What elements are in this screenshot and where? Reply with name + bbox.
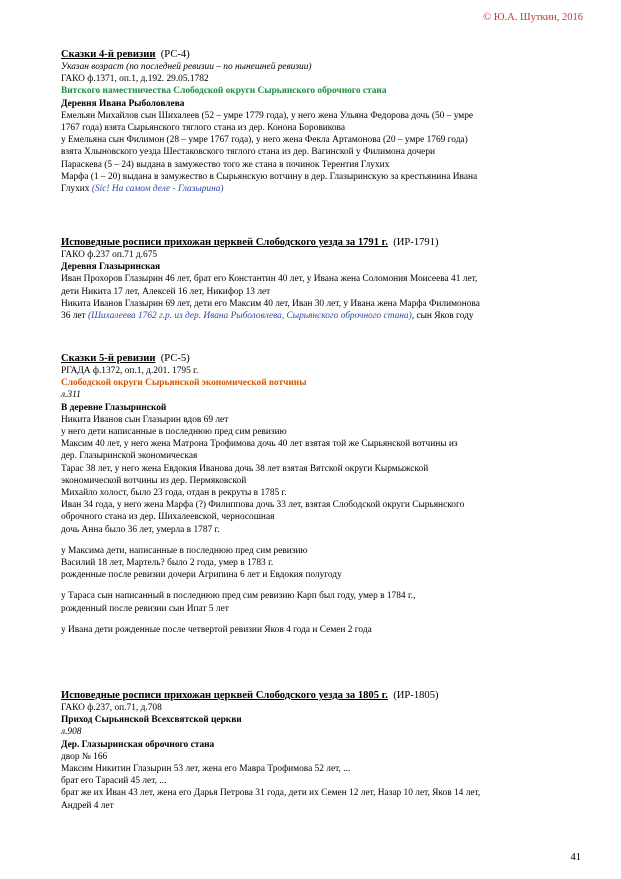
- record-line: у Тараса сын написанный в последнюю пред сим ревизию Карп был году, умер в 1784 г.,: [61, 591, 416, 602]
- section-heading: [61, 689, 586, 702]
- record-line: у Емельяна сын Филимон (28 – умре 1767 года), у него жена Фекла Артамонова (20 – умре 1769 года): [61, 135, 468, 146]
- sheet-reference: л.908: [61, 727, 82, 738]
- record-line: у Ивана дети рожденные после четвертой ревизии Яков 4 года и Семен 2 года: [61, 624, 372, 635]
- parish-heading: Приход Сырьянской Всехсвятской церкви: [61, 715, 242, 726]
- section-title: Исповедные росписи прихожан церквей Слободского уезда за 1805 г.: [61, 690, 388, 701]
- section-title: Исповедные росписи прихожан церквей Слободского уезда за 1791 г.: [61, 237, 388, 248]
- record-line: Иван 34 года, у него жена Марфа (?) Филиппова дочь 33 лет, взятая Слободской округи Сырьянского: [61, 500, 465, 511]
- archive-reference: ГАКО ф.1371, оп.1, д.192. 29.05.1782: [61, 74, 209, 85]
- section-note: Указан возраст (по последней ревизии – по нынешней ревизии): [61, 62, 312, 72]
- record-line: Михайло холост, было 23 года, отдан в рекруты в 1785 г.: [61, 488, 287, 499]
- section-title: Сказки 5-й ревизии: [61, 353, 156, 364]
- section-code: (РС-4): [160, 49, 190, 60]
- record-line: Иван Прохоров Глазырин 46 лет, брат его Константин 40 лет, у Ивана жена Соломония Моисеева 41 лет,: [61, 274, 478, 285]
- section-code: (ИР-1791): [393, 237, 439, 248]
- record-line: Василий 18 лет, Мартель? было 2 года, умер в 1783 г.: [61, 558, 274, 569]
- page-number: 41: [570, 852, 581, 863]
- paragraph-gap: [61, 581, 586, 590]
- archive-reference: ГАКО ф.237, оп.71, д.708: [61, 703, 162, 713]
- record-line: [61, 310, 586, 322]
- record-line: Емельян Михайлов сын Шихалеев (52 – умре 1779 года), у него жена Ульяна Федорова дочь (50 – умре: [61, 110, 474, 121]
- record-line: оброчного стана из дер. Шихалеевской, черносошная: [61, 512, 275, 523]
- record-line: рожденные после ревизии дочери Агрипина 6 лет и Евдокия полугоду: [61, 570, 342, 581]
- section-revision-4: [61, 48, 586, 195]
- record-line: Параскева (5 – 24) выдана в замужество того же стана в починок Терентия Глухих: [61, 159, 390, 170]
- record-text: , сын Яков году: [411, 311, 474, 322]
- section-heading: [61, 236, 586, 249]
- village-heading: В деревне Глазыринской: [61, 402, 167, 413]
- record-line: взята Хлыновского уезда Шестаковского тяглого стана из дер. Вагинской у Филимона дочери: [61, 147, 436, 158]
- record-line: дочь Анна было 36 лет, умерла в 1787 г.: [61, 524, 220, 535]
- village-heading: Деревня Ивана Рыболовлева: [61, 98, 185, 109]
- village-heading: Деревня Глазыринская: [61, 262, 161, 273]
- record-line: рожденный после ревизии сын Ипат 5 лет: [61, 603, 229, 614]
- record-line: брат его Тарасий 45 лет, ...: [61, 776, 167, 787]
- household-number: двор № 166: [61, 751, 108, 762]
- sheet-reference: л.311: [61, 390, 81, 401]
- location-heading: Слободской округи Сырьянской экономической вотчины: [61, 378, 307, 389]
- editor-note: (Sic! На самом деле - Глазырина): [91, 184, 224, 195]
- record-line: Никита Иванов Глазырин 69 лет, дети его Максим 40 лет, Иван 30 лет, у Ивана жена Марфа Филимонова: [61, 298, 480, 309]
- archive-reference: РГАДА ф.1372, оп.1, д.201. 1795 г.: [61, 366, 199, 376]
- record-line: Никита Иванов сын Глазырин вдов 69 лет: [61, 414, 229, 425]
- record-line: у Максима дети, написанные в последнюю пред сим ревизию: [61, 545, 308, 556]
- village-heading: Дер. Глазыринская оброчного стана: [61, 739, 215, 750]
- section-heading: [61, 352, 586, 365]
- section-confession-1805: [61, 689, 586, 812]
- paragraph-gap: [61, 536, 586, 545]
- record-line: Андрей 4 лет: [61, 800, 114, 811]
- record-line: у него дети написанные в последнюю пред сим ревизию: [61, 427, 287, 438]
- record-text: 36 лет: [61, 311, 86, 322]
- section-code: (РС-5): [160, 353, 190, 364]
- record-text: Глухих: [61, 184, 90, 195]
- location-heading: Витского наместничества Слободской округи Сырьянского оброчного стана: [61, 86, 387, 97]
- section-heading: [61, 48, 586, 61]
- paragraph-gap: [61, 615, 586, 624]
- record-line: [61, 183, 586, 195]
- copyright-notice: © Ю.А. Шуткин, 2016: [483, 12, 583, 23]
- record-line: брат же их Иван 43 лет, жена его Дарья Петрова 31 года, дети их Семен 12 лет, Назар 10 лет, Яков 14 лет,: [61, 788, 481, 799]
- record-line: дети Никита 17 лет, Алексей 16 лет, Никифор 13 лет: [61, 286, 271, 297]
- record-line: 1767 года) взята Сырьянского тяглого стана из дер. Конона Боровикова: [61, 123, 345, 134]
- record-line: дер. Глазыринской экономическая: [61, 451, 198, 462]
- section-code: (ИР-1805): [393, 690, 439, 701]
- record-line: Максим Никитин Глазырин 53 лет, жена его Мавра Трофимова 52 лет, ...: [61, 764, 351, 775]
- section-title: Сказки 4-й ревизии: [61, 49, 156, 60]
- record-line: экономической вотчины из дер. Пермяковской: [61, 475, 247, 486]
- archive-reference: ГАКО ф.237 оп.71 д.675: [61, 250, 158, 260]
- record-line: Максим 40 лет, у него жена Матрона Трофимова дочь 40 лет взятая той же Сырьянской вотчины из: [61, 439, 458, 450]
- editor-note: (Шихалеева 1762 г.р. из дер. Ивана Рыболовлева, Сырьянского оброчного стана): [88, 311, 412, 322]
- section-confession-1791: [61, 236, 586, 322]
- record-line: Тарас 38 лет, у него жена Евдокия Иванова дочь 38 лет взятая Вятской округи Кырмыжской: [61, 463, 429, 474]
- record-line: Марфа (1 – 20) выдана в замужество в Сырьянскую вотчину в дер. Глазыринскую за крестьянина Ивана: [61, 171, 478, 182]
- section-revision-5: [61, 352, 586, 636]
